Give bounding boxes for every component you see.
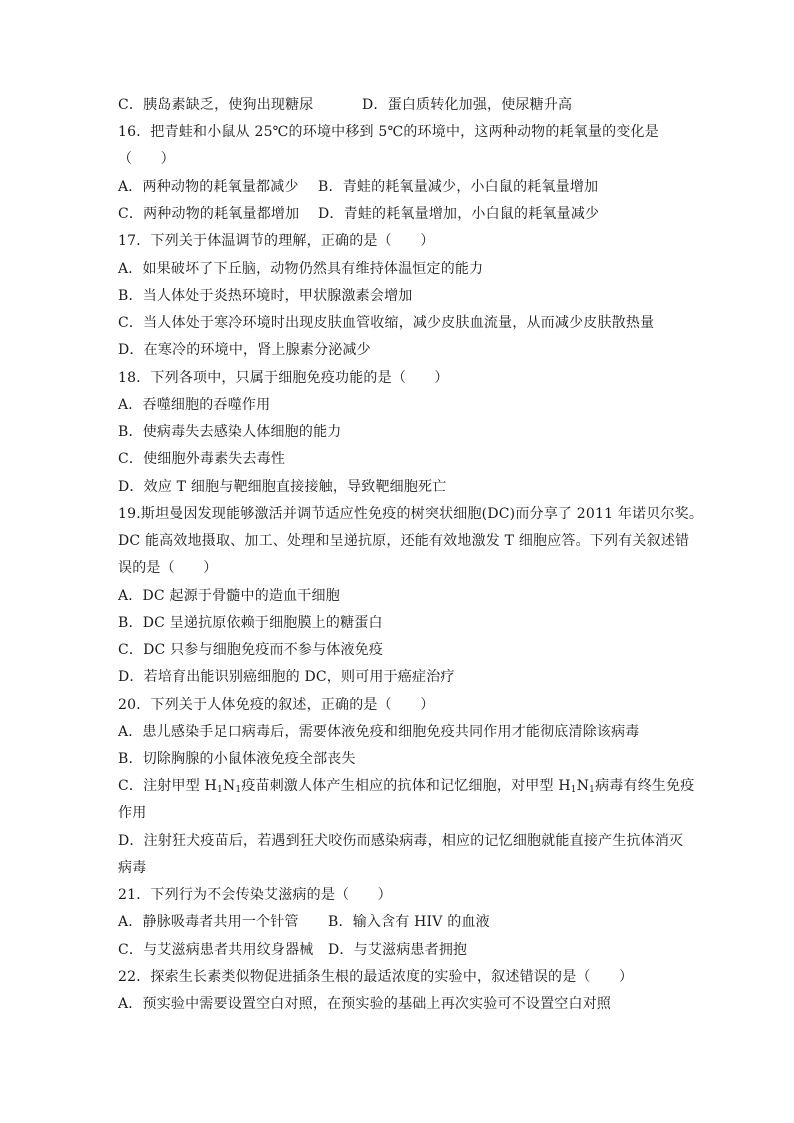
q17-option-b: B．当人体处于炎热环境时，甲状腺激素会增加 xyxy=(118,288,413,304)
q20-option-b: B．切除胸腺的小鼠体液免疫全部丧失 xyxy=(118,751,356,767)
q16-option-a: A．两种动物的耗氧量都减少 xyxy=(118,179,299,195)
q19-stem: 19.斯坦曼因发现能够激活并调节适应性免疫的树突状细胞(DC)而分享了 2011 年诺贝尔奖。 xyxy=(118,506,704,522)
q19-option-d: D．若培育出能识别癌细胞的 DC，则可用于癌症治疗 xyxy=(118,669,455,685)
q20-option-d-cont: 病毒 xyxy=(118,860,147,876)
q21-stem: 21．下列行为不会传染艾滋病的是（ ） xyxy=(118,887,392,903)
subscript: 1 xyxy=(235,785,242,795)
q20-c-text: N xyxy=(222,778,236,794)
q21-option-b: B．输入含有 HIV 的血液 xyxy=(328,914,490,930)
q20-c-text: N xyxy=(576,778,590,794)
q16-option-row-cd xyxy=(118,205,600,223)
q16-option-d: D．青蛙的耗氧量增加，小白鼠的耗氧量减少 xyxy=(318,206,600,222)
q17-stem: 17．下列关于体温调节的理解，正确的是（ ） xyxy=(118,233,435,249)
q20-c-text: 病毒有终生免疫 xyxy=(595,778,695,794)
q16-option-c: C．两种动物的耗氧量都增加 xyxy=(118,206,300,222)
subscript: 1 xyxy=(589,785,596,795)
q16-option-b: B．青蛙的耗氧量减少，小白鼠的耗氧量增加 xyxy=(318,179,599,195)
q20-c-text: C．注射甲型 H xyxy=(118,778,217,794)
q16-option-row-ab xyxy=(118,178,599,196)
q19-option-c: C．DC 只参与细胞免疫而不参与体液免疫 xyxy=(118,642,384,658)
q15-option-d: D．蛋白质转化加强，使尿糖升高 xyxy=(362,97,573,113)
q18-stem: 18．下列各项中，只属于细胞免疫功能的是（ ） xyxy=(118,370,449,386)
q17-option-c: C．当人体处于寒冷环境时出现皮肤血管收缩，减少皮肤血流量，从而减少皮肤散热量 xyxy=(118,315,655,331)
q20-c-text: 疫苗刺激人体产生相应的抗体和记忆细胞，对甲型 H xyxy=(241,778,571,794)
q20-stem: 20．下列关于人体免疫的叙述，正确的是（ ） xyxy=(118,697,435,713)
q17-option-d: D．在寒冷的环境中，肾上腺素分泌减少 xyxy=(118,342,371,358)
q21-option-a: A．静脉吸毒者共用一个针管 xyxy=(118,914,299,930)
q16-stem: 16．把青蛙和小鼠从 25℃的环境中移到 5℃的环境中，这两种动物的耗氧量的变化是 xyxy=(118,124,659,140)
q22-stem: 22．探索生长素类似物促进插条生根的最适浓度的实验中，叙述错误的是（ ） xyxy=(118,969,634,985)
q19-option-b: B．DC 呈递抗原依赖于细胞膜上的糖蛋白 xyxy=(118,615,383,631)
q15-option-row xyxy=(118,96,573,114)
q21-option-row-cd xyxy=(118,941,468,959)
q18-option-b: B．使病毒失去感染人体细胞的能力 xyxy=(118,424,342,440)
q18-option-c: C．使细胞外毒素失去毒性 xyxy=(118,451,286,467)
q19-option-a: A．DC 起源于骨髓中的造血干细胞 xyxy=(118,588,340,604)
q15-option-c: C．胰岛素缺乏，使狗出现糖尿 xyxy=(118,97,314,113)
q18-option-d: D．效应 T 细胞与靶细胞直接接触，导致靶细胞死亡 xyxy=(118,479,447,495)
q21-option-d: D．与艾滋病患者拥抱 xyxy=(328,942,468,958)
q22-option-a: A．预实验中需要设置空白对照，在预实验的基础上再次实验可不设置空白对照 xyxy=(118,996,612,1012)
subscript: 1 xyxy=(570,785,577,795)
q20-option-a: A．患儿感染手足口病毒后，需要体液免疫和细胞免疫共同作用才能彻底清除该病毒 xyxy=(118,724,640,740)
q17-option-a: A．如果破坏了下丘脑，动物仍然具有维持体温恒定的能力 xyxy=(118,261,484,277)
q20-option-c xyxy=(118,777,695,795)
subscript: 1 xyxy=(216,785,223,795)
q20-option-c-cont: 作用 xyxy=(118,805,147,821)
q21-option-row-ab xyxy=(118,913,490,931)
q18-option-a: A．吞噬细胞的吞噬作用 xyxy=(118,397,271,413)
q19-stem-cont2: 误的是（ ） xyxy=(118,560,218,576)
q19-stem-cont: DC 能高效地摄取、加工、处理和呈递抗原，还能有效地激发 T 细胞应答。下列有关叙述错 xyxy=(118,533,690,549)
q21-option-c: C．与艾滋病患者共用纹身器械 xyxy=(118,942,314,958)
q20-option-d: D．注射狂犬疫苗后，若遇到狂犬咬伤而感染病毒，相应的记忆细胞就能直接产生抗体消灭 xyxy=(118,833,684,849)
q16-stem-cont: （ ） xyxy=(118,151,175,167)
